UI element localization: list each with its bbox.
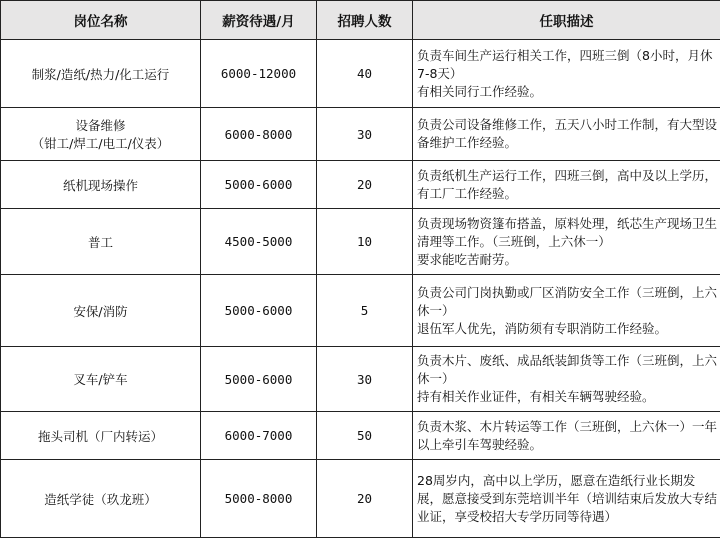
position-text: 普工	[87, 234, 113, 250]
salary-cell: 6000-8000	[201, 108, 317, 161]
salary-cell: 5000-6000	[201, 161, 317, 209]
description-text: 要求能吃苦耐劳。	[417, 251, 518, 267]
position-cell	[1, 40, 201, 108]
position-text: 制浆/造纸/热力/化工运行	[31, 66, 170, 82]
count-cell: 20	[317, 161, 413, 209]
table-row	[1, 275, 720, 347]
count-cell: 30	[317, 108, 413, 161]
position-text: 设备维修	[75, 118, 126, 133]
position-text: 造纸学徒（玖龙班）	[44, 491, 157, 507]
table-row	[1, 412, 720, 460]
position-cell	[1, 412, 201, 460]
description-cell	[413, 161, 720, 209]
position-cell	[1, 347, 201, 412]
salary-cell: 5000-8000	[201, 460, 317, 538]
count-cell: 30	[317, 347, 413, 412]
header-count: 招聘人数	[317, 1, 413, 40]
description-cell	[413, 460, 720, 538]
description-text: 有相关同行工作经验。	[417, 83, 543, 99]
description-text: 负责车间生产运行相关工作，四班三倒（8小时，月休7-8天）	[417, 47, 713, 81]
description-text: 退伍军人优先，消防须有专职消防工作经验。	[417, 320, 668, 336]
table-row	[1, 347, 720, 412]
position-cell	[1, 108, 201, 161]
table-row	[1, 40, 720, 108]
count-cell: 50	[317, 412, 413, 460]
position-text: 纸机现场操作	[62, 177, 138, 193]
header-salary: 薪资待遇/月	[201, 1, 317, 40]
description-text: 负责公司门岗执勤或厂区消防安全工作（三班倒，上六休一）	[417, 284, 718, 318]
description-text: 负责木片、废纸、成品纸装卸货等工作（三班倒，上六休一）	[417, 353, 718, 386]
count-cell: 5	[317, 275, 413, 347]
description-text: 负责木浆、木片转运等工作（三班倒，上六休一）一年以上牵引车驾驶经验。	[417, 418, 718, 452]
description-text: 负责纸机生产运行工作，四班三倒，高中及以上学历，有工厂工作经验。	[417, 167, 718, 201]
table-row	[1, 460, 720, 538]
table-row	[1, 108, 720, 161]
position-cell	[1, 460, 201, 538]
position-text: 安保/消防	[73, 303, 128, 319]
header-description: 任职描述	[413, 1, 720, 40]
position-text: 拖头司机（厂内转运）	[37, 428, 163, 444]
description-text: 持有相关作业证件，有相关车辆驾驶经验。	[417, 389, 655, 404]
position-cell	[1, 209, 201, 275]
salary-cell: 6000-7000	[201, 412, 317, 460]
description-cell	[413, 108, 720, 161]
count-cell: 40	[317, 40, 413, 108]
salary-cell: 5000-6000	[201, 347, 317, 412]
description-cell	[413, 40, 720, 108]
table-row	[1, 161, 720, 209]
salary-cell: 6000-12000	[201, 40, 317, 108]
description-text: 负责公司设备维修工作，五天八小时工作制，有大型设备维护工作经验。	[417, 117, 718, 150]
salary-cell: 4500-5000	[201, 209, 317, 275]
description-text: 负责现场物资篷布搭盖，原料处理，纸芯生产现场卫生清理等工作。（三班倒，上六休一）	[417, 215, 718, 249]
description-text: 28周岁内，高中以上学历，愿意在造纸行业长期发展，愿意接受到东莞培训半年（培训结束后发放大专结业证，享受校招大专学历同等待遇）	[417, 472, 718, 524]
description-cell	[413, 412, 720, 460]
position-text: （钳工/焊工/电工/仪表）	[31, 136, 170, 151]
header-position: 岗位名称	[1, 1, 201, 40]
position-cell	[1, 161, 201, 209]
position-text: 叉车/铲车	[73, 372, 128, 387]
position-cell	[1, 275, 201, 347]
header-row	[1, 1, 720, 40]
description-cell	[413, 209, 720, 275]
description-cell	[413, 347, 720, 412]
salary-cell: 5000-6000	[201, 275, 317, 347]
description-cell	[413, 275, 720, 347]
table-row	[1, 209, 720, 275]
count-cell: 10	[317, 209, 413, 275]
count-cell: 20	[317, 460, 413, 538]
